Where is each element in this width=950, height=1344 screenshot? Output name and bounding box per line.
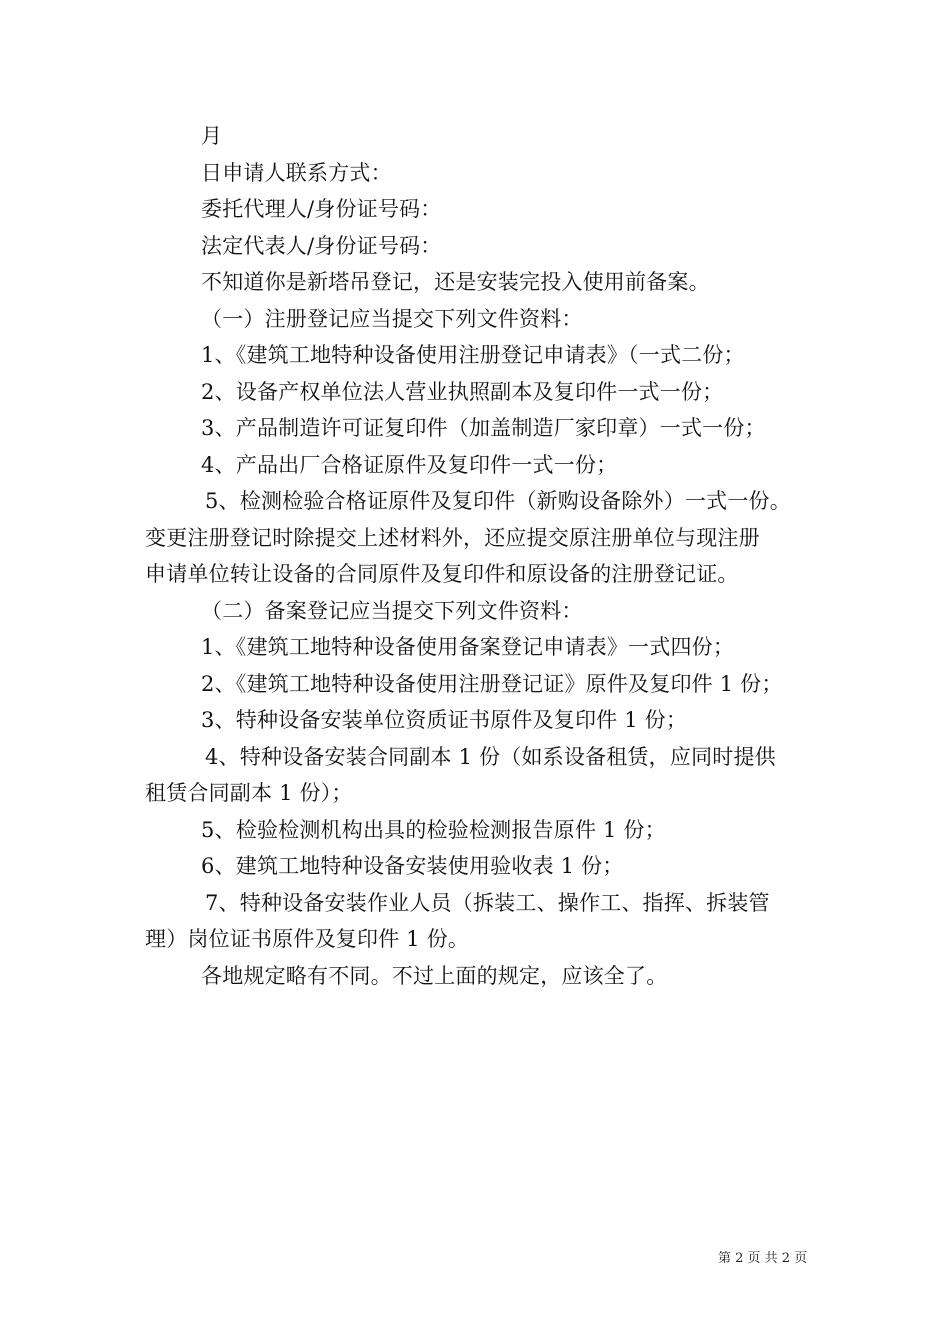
list-item: 4、产品出厂合格证原件及复印件一式一份；	[201, 452, 618, 477]
document-body	[145, 118, 815, 994]
text-line-agent-id: 委托代理人/身份证号码：	[201, 197, 442, 221]
list-item: 5、检测检验合格证原件及复印件（新购设备除外）一式一份。	[205, 489, 791, 513]
list-item: 3、特种设备安装单位资质证书原件及复印件 1 份；	[201, 708, 688, 732]
list-item: 2、《建筑工地特种设备使用注册登记证》原件及复印件 1 份；	[201, 671, 783, 696]
list-item: 5、检验检测机构出具的检验检测报告原件 1 份；	[201, 817, 666, 842]
list-item: 6、建筑工地特种设备安装使用验收表 1 份；	[201, 854, 624, 878]
text-line-applicant-contact: 日申请人联系方式：	[201, 160, 392, 185]
text-line-month: 月	[201, 124, 223, 148]
text-line-legal-rep-id: 法定代表人/身份证号码：	[201, 233, 442, 258]
list-item-cont: 理）岗位证书原件及复印件 1 份。	[145, 927, 470, 951]
section-heading-registration: （一）注册登记应当提交下列文件资料：	[201, 306, 583, 331]
text-line-closing: 各地规定略有不同。不过上面的规定，应该全了。	[201, 963, 668, 988]
paragraph-change-registration: 变更注册登记时除提交上述材料外，还应提交原注册单位与现注册	[145, 525, 760, 550]
text-line-intro: 不知道你是新塔吊登记，还是安装完投入使用前备案。	[201, 270, 710, 294]
section-heading-filing: （二）备案登记应当提交下列文件资料：	[201, 598, 583, 623]
page-number: 第 2 页 共 2 页	[718, 1251, 808, 1266]
list-item: 2、设备产权单位法人营业执照副本及复印件一式一份；	[201, 379, 724, 404]
list-item: 7、特种设备安装作业人员（拆装工、操作工、指挥、拆装管	[205, 890, 770, 915]
list-item: 3、产品制造许可证复印件（加盖制造厂家印章）一式一份；	[201, 416, 766, 440]
list-item-cont: 租赁合同副本 1 份）；	[145, 781, 353, 805]
list-item: 1、《建筑工地特种设备使用注册登记申请表》（一式二份；	[201, 343, 745, 367]
list-item: 4、特种设备安装合同副本 1 份（如系设备租赁，应同时提供	[205, 744, 776, 769]
list-item: 1、《建筑工地特种设备使用备案登记申请表》一式四份；	[201, 635, 735, 659]
paragraph-change-registration-cont: 申请单位转让设备的合同原件及复印件和原设备的注册登记证。	[145, 562, 739, 586]
